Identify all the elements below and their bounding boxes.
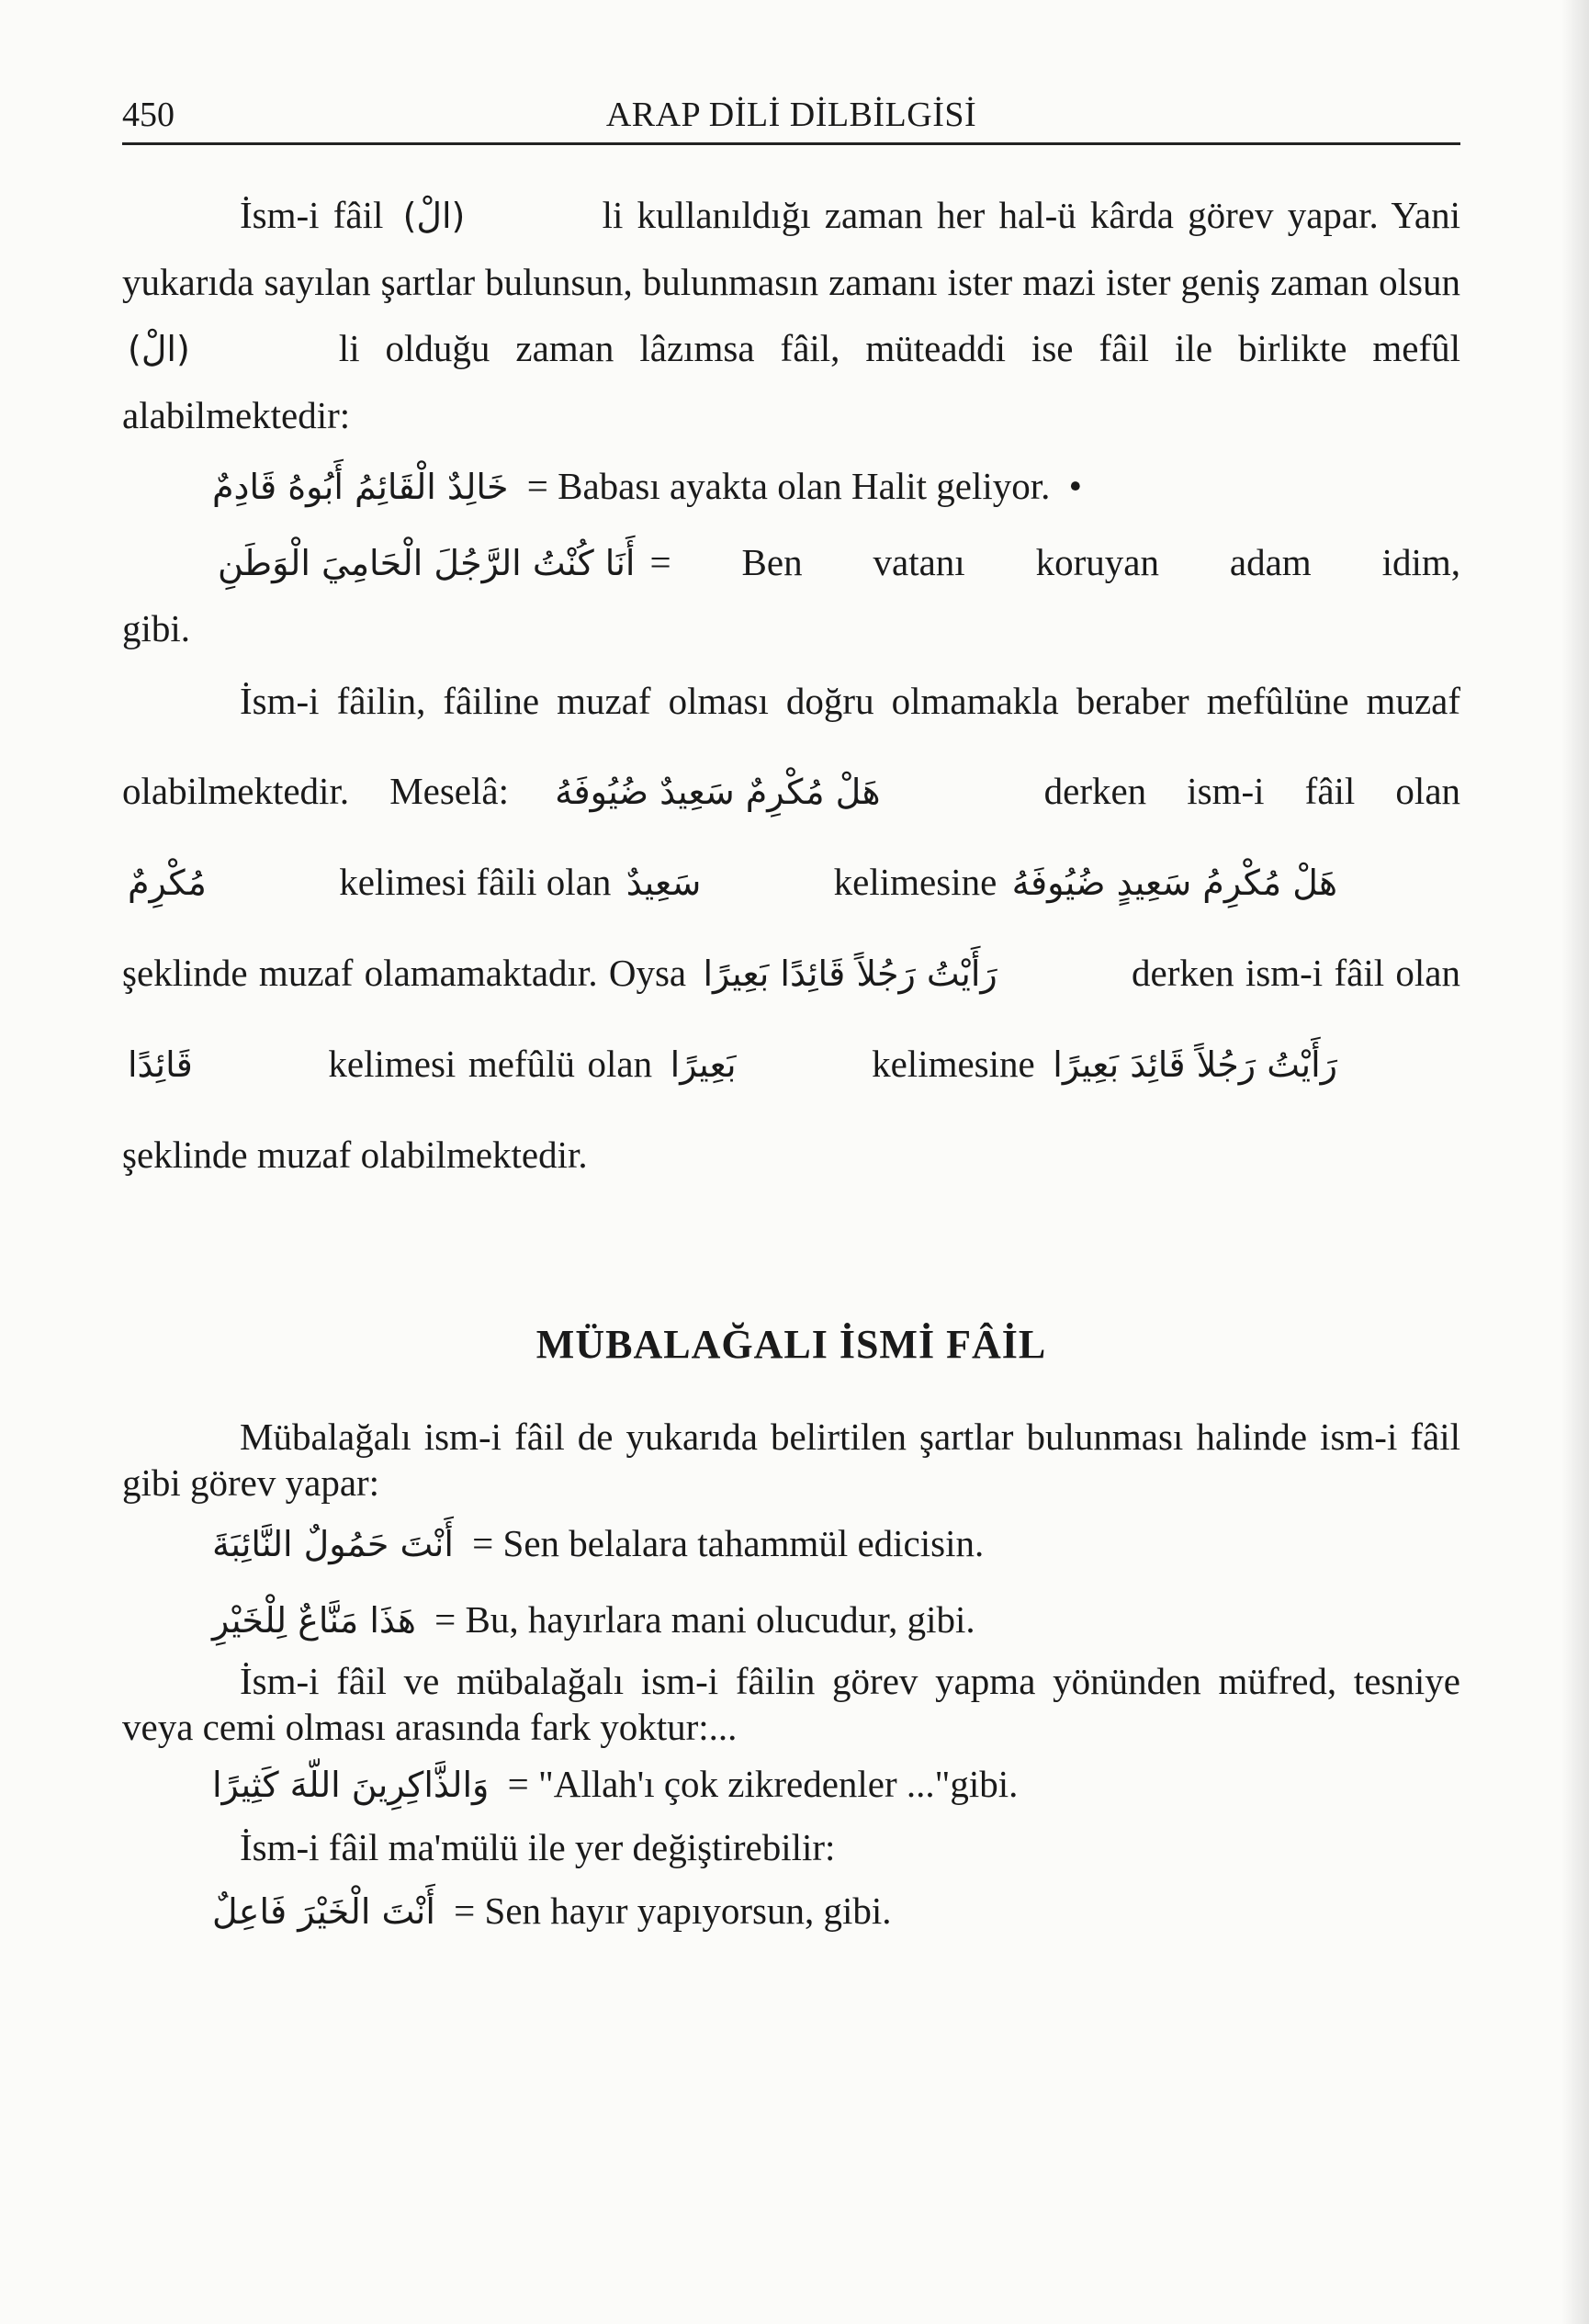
paragraph-3: Mübalağalı ism-i fâil de yukarıda belirtilen şartlar bulunması halinde ism-i fâil gibi görev yapar: — [122, 1416, 1460, 1504]
gibi-line: gibi. — [122, 607, 191, 649]
text-run: şeklinde muzaf olamamaktadır. Oysa — [122, 952, 687, 994]
example-2 — [122, 525, 1460, 601]
paragraph-4: İsm-i fâil ve mübalağalı ism-i fâilin görev yapma yönünden müfred, tesniye veya cemi olması arasında fark yoktur:... — [122, 1660, 1460, 1748]
arabic-example: أَنْتَ الْخَيْرَ فَاعِلٌ — [212, 1891, 435, 1932]
arabic-example: وَالذَّاكِرِينَ اللّهَ كَثِيرًا — [212, 1765, 490, 1805]
example-3 — [122, 1506, 1460, 1582]
arabic-example: هَذَا مَنَّاعٌ لِلْخَيْرِ — [212, 1600, 416, 1641]
book-page — [122, 87, 1460, 1946]
text-run: şeklinde muzaf olabilmektedir. — [122, 1134, 588, 1176]
arabic-term: (الْ) — [128, 329, 190, 369]
example-translation: = "Allah'ı çok zikredenler ..."gibi. — [507, 1763, 1019, 1805]
text-run: derken ism-i fâil olan — [1132, 952, 1461, 994]
stray-mark: • — [1068, 465, 1082, 507]
example-1 — [122, 448, 1460, 525]
example-translation: = Babası ayakta olan Halit geliyor. — [526, 465, 1051, 507]
section-heading: MÜBALAĞALI İSMİ FÂİL — [535, 1322, 1047, 1367]
running-header — [122, 87, 1460, 145]
arabic-term: (الْ) — [402, 196, 466, 236]
arabic-term: سَعِيدٌ — [625, 863, 702, 903]
arabic-term: بَعِيرًا — [670, 1044, 737, 1085]
example-6 — [122, 1876, 1460, 1946]
text-run: li olduğu zaman lâzımsa fâil, müteaddi ise fâil ile birlikte mefûl alabilmektedir: — [122, 327, 1460, 436]
arabic-example: هَلْ مُكْرِمٌ سَعِيدٌ ضُيُوفَهُ — [555, 772, 881, 812]
text-run: İsm-i fâil — [240, 194, 384, 236]
text-run: kelimesine — [872, 1043, 1035, 1085]
paragraph-2 — [122, 656, 1460, 1200]
arabic-example: رَأَيْتُ رَجُلاً قَائِدَ بَعِيرًا — [1053, 1044, 1337, 1085]
arabic-term: مُكْرِمٌ — [128, 863, 207, 903]
arabic-term: قَائِدًا — [128, 1044, 193, 1085]
example-translation: = Sen belalara tahammül edicisin. — [472, 1522, 985, 1564]
page-edge-shadow — [1561, 0, 1589, 2324]
arabic-example: أَنْتَ حَمُولٌ النَّائِبَةَ — [212, 1524, 454, 1564]
example-translation: = Bu, hayırlara mani olucudur, gibi. — [434, 1598, 975, 1641]
arabic-example: رَأَيْتُ رَجُلاً قَائِدًا بَعِيرًا — [703, 953, 997, 994]
text-run: kelimesi mefûlü olan — [328, 1043, 653, 1085]
text-run: li kullanıldığı zaman her hal-ü kârda görev yapar. Yani yukarıda sayılan şartlar bulunsun, bulunmasın zamanı ister mazi ister geniş zaman olsun — [122, 194, 1460, 303]
arabic-example: خَالِدٌ الْقَائِمُ أَبُوهُ قَادِمٌ — [212, 467, 509, 507]
page-number: 450 — [122, 96, 175, 134]
text-run: İsm-i fâilin, fâiline muzaf olması doğru olmamakla beraber mefûlüne muzaf olabilmektedir. Meselâ: — [122, 680, 1460, 812]
arabic-example: أَنَا كُنْتُ الرَّجُلَ الْحَامِيَ الْوَطَنِ — [218, 543, 636, 583]
example-5 — [122, 1750, 1460, 1819]
text-run: derken ism-i fâil olan — [1043, 770, 1461, 812]
running-title: ARAP DİLİ DİLBİLGİSİ — [605, 96, 977, 134]
text-run: kelimesi fâili olan — [339, 861, 612, 903]
arabic-example: هَلْ مُكْرِمُ سَعِيدٍ ضُيُوفَهُ — [1011, 863, 1338, 903]
page-body — [122, 182, 1460, 1946]
example-4 — [122, 1582, 1460, 1658]
example-translation: = Sen hayır yapıyorsun, gibi. — [454, 1890, 892, 1932]
paragraph-5: İsm-i fâil ma'mülü ile yer değiştirebilir: — [240, 1826, 836, 1868]
paragraph-1 — [122, 182, 1460, 448]
example-translation: = Ben vatanı koruyan adam idim, — [649, 541, 1460, 583]
text-run: kelimesine — [833, 861, 997, 903]
